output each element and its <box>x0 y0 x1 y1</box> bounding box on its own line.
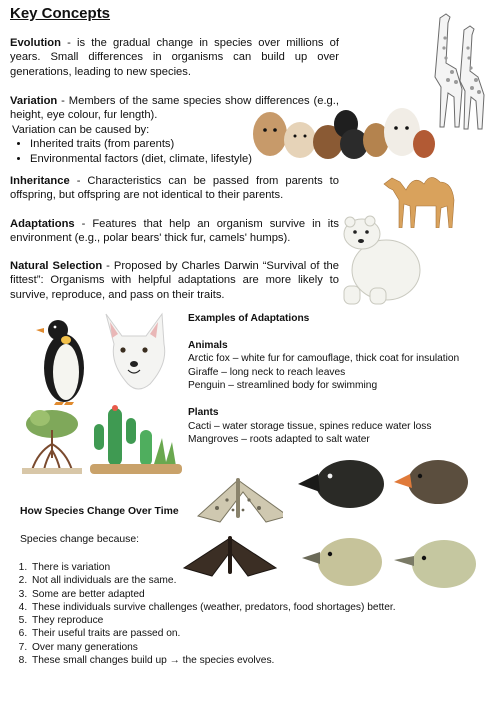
how-step: 5. They reproduce <box>30 614 497 627</box>
how-step: 8. These small changes build up → the species evolves. <box>30 654 497 667</box>
cactus-illustration <box>90 402 182 476</box>
animal-example: Giraffe – long neck to reach leaves <box>188 366 346 378</box>
variation-text: - Members of the same species show differences (e.g., height, eye colour, fur length). <box>10 95 339 122</box>
natural-selection-term: Natural Selection <box>10 260 103 272</box>
adaptations-term: Adaptations <box>10 218 75 230</box>
animal-example: Arctic fox – white fur for camouflage, thick coat for insulation <box>188 353 460 365</box>
how-step: 6. Their useful traits are passed on. <box>30 627 497 640</box>
natural-selection-text: - Proposed by Charles Darwin “Survival of the fittest”: Organisms with helpful adaptations are more likely to survive, reproduce, and pass on their traits. <box>10 260 340 301</box>
how-step: 7. Over many generations <box>30 641 497 654</box>
how-step: 4. These individuals survive challenges (weather, predators, food shortages) better. <box>30 601 497 614</box>
polar-bear-illustration <box>334 208 426 308</box>
variation-causes <box>12 123 257 166</box>
evolution-paragraph <box>10 36 339 79</box>
animal-example: Penguin – streamlined body for swimming <box>188 380 378 392</box>
finch-medium-beak-illustration <box>394 452 474 508</box>
examples-section <box>188 312 488 447</box>
evolution-term: Evolution <box>10 37 61 49</box>
plant-example: Cacti – water storage tissue, spines reduce water loss <box>188 420 432 432</box>
finch-large-beak-illustration <box>296 452 388 512</box>
animals-heading: Animals <box>188 339 228 351</box>
adaptations-paragraph <box>10 217 339 246</box>
plants-heading: Plants <box>188 406 219 418</box>
evolution-text: - is the gradual change in species over millions of years. Small differences in organisms can build up over generations, leading to new species. <box>10 37 339 78</box>
how-intro: Species change because: <box>20 534 140 545</box>
dogs-illustration <box>250 98 435 160</box>
variation-cause-item: • Inherited traits (from parents) <box>30 137 257 151</box>
how-steps-list <box>12 561 497 667</box>
penguin-illustration <box>36 316 92 406</box>
adaptations-text: - Features that help an organism survive in its environment (e.g., polar bears' thick fur, camels' humps). <box>10 218 339 245</box>
page-title: Key Concepts <box>10 5 111 22</box>
how-step: 3. Some are better adapted <box>30 588 497 601</box>
variation-causes-intro: Variation can be caused by: <box>12 124 150 136</box>
mangrove-illustration <box>22 404 82 476</box>
inheritance-term: Inheritance <box>10 175 70 187</box>
inheritance-text: - Characteristics can be passed from parents to offspring, but offspring are not identical to their parents. <box>10 175 339 202</box>
how-step: 2. Not all individuals are the same. <box>30 574 497 587</box>
variation-cause-item: • Environmental factors (diet, climate, lifestyle) <box>30 152 257 166</box>
how-heading: How Species Change Over Time <box>20 506 179 517</box>
plant-example: Mangroves – roots adapted to salt water <box>188 434 370 446</box>
peppered-moth-light-illustration <box>193 470 283 530</box>
natural-selection-paragraph <box>10 259 339 302</box>
inheritance-paragraph <box>10 174 339 203</box>
variation-term: Variation <box>10 95 58 107</box>
arctic-fox-illustration <box>98 312 170 394</box>
how-step: 1. There is variation <box>30 561 497 574</box>
examples-heading: Examples of Adaptations <box>188 313 310 324</box>
